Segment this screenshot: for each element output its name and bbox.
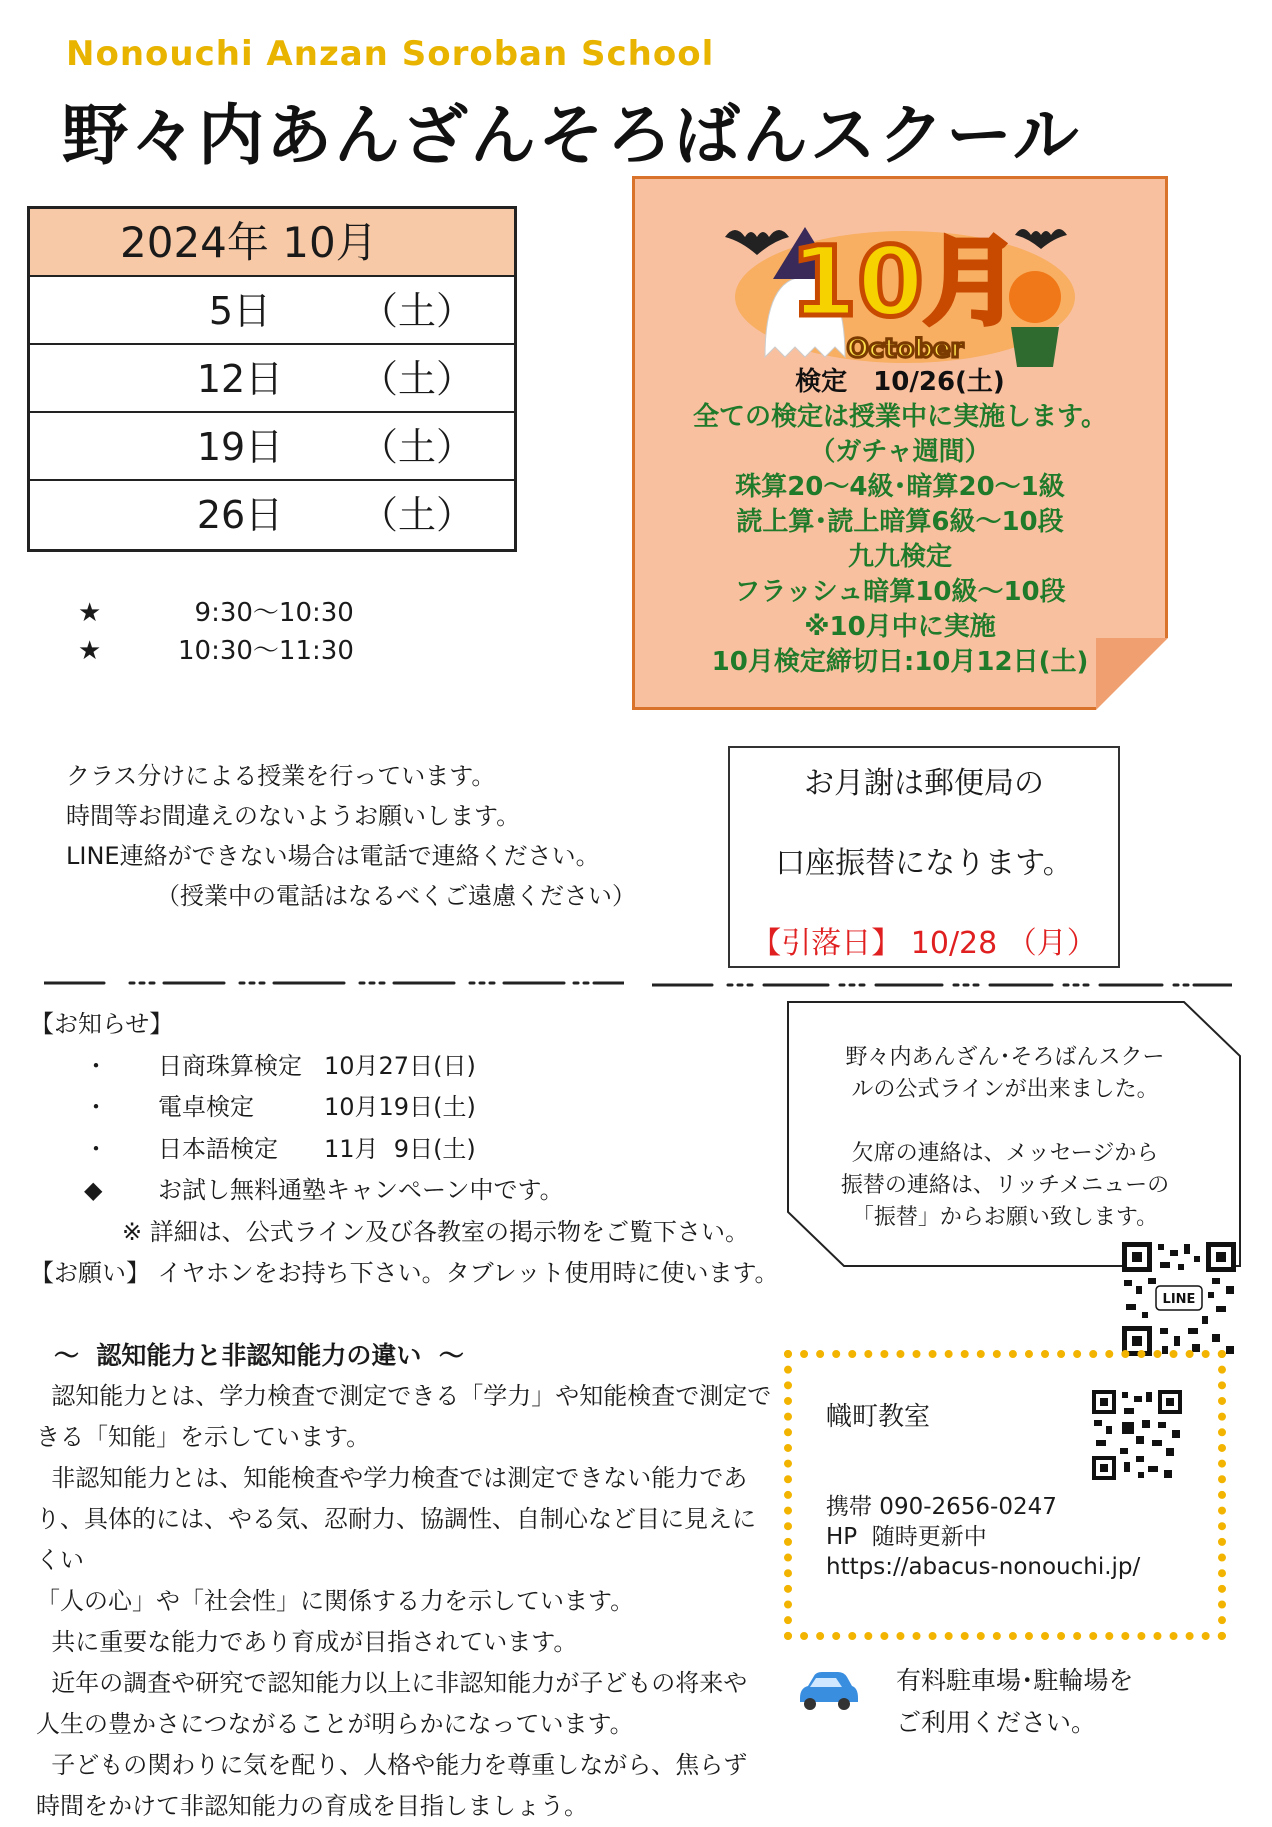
notice-date: 10月27日(日) <box>324 1051 476 1080</box>
time-text: 9:30～10:30 <box>178 598 354 628</box>
schedule-row <box>30 481 514 549</box>
campaign-text: お試し無料通塾キャンペーン中です。 <box>158 1176 564 1204</box>
bullet: ・ <box>84 1093 108 1121</box>
cognitive-line: 子どもの関わりに気を配り、人格や能力を尊重しながら、焦らず <box>36 1751 748 1779</box>
notice-date: 10月19日(土) <box>324 1093 476 1121</box>
qr-line-label: LINE <box>1162 1292 1196 1307</box>
schedule-table <box>27 206 517 552</box>
fee-line: 口座振替になります。 <box>775 846 1073 881</box>
star-icon: ★ <box>78 598 102 628</box>
parking-note <box>896 1660 1134 1744</box>
notice-name: 電卓検定 <box>158 1093 254 1121</box>
parking-line: ご利用ください。 <box>896 1708 1097 1737</box>
campaign-detail: ※ 詳細は、公式ライン及び各教室の掲示物をご覧下さい。 <box>122 1217 750 1246</box>
line-notice-line: 野々内あんざん･そろばんスクー <box>845 1045 1165 1070</box>
schedule-weekday: （土） <box>360 425 475 469</box>
fee-line: お月謝は郵便局の <box>804 766 1044 801</box>
campaign-item <box>30 1170 779 1212</box>
fee-box <box>728 746 1120 968</box>
exam-note-line: 全ての検定は授業中に実施します。 <box>693 402 1107 432</box>
line-notice-line: 振替の連絡は、リッチメニューの <box>840 1173 1170 1198</box>
cognitive-line: きる「知能」を示しています。 <box>36 1423 371 1451</box>
class-info-line: LINE連絡ができない場合は電話で連絡ください。 <box>66 842 600 870</box>
cognitive-line: 近年の調査や研究で認知能力以上に非認知能力が子どもの将来や <box>36 1669 748 1697</box>
request-item <box>30 1253 779 1295</box>
schedule-day: 19日 <box>196 425 284 469</box>
cognitive-line: 時間をかけて非認知能力の育成を目指しましょう。 <box>36 1792 588 1820</box>
notice-name: 日本語検定 <box>158 1134 278 1163</box>
divider-line <box>652 980 1232 990</box>
diamond-icon: ◆ <box>84 1176 103 1204</box>
time-slot <box>78 630 354 667</box>
schedule-day: 26日 <box>196 493 284 537</box>
cognitive-line: 「人の心」や「社会性」に関係する力を示しています。 <box>36 1587 635 1615</box>
cognitive-title: ～ 認知能力と非認知能力の違い ～ <box>54 1341 464 1370</box>
cognitive-line: 認知能力とは、学力検査で測定できる「学力」や知能検査で測定で <box>36 1382 772 1410</box>
line-qr-code[interactable] <box>1122 1242 1236 1356</box>
school-qr-code[interactable] <box>1092 1390 1182 1480</box>
notice-item <box>30 1046 779 1088</box>
japanese-title: 野々内あんざんそろばんスクール <box>62 97 1081 174</box>
line-notice-line: 「振替」からお願い致します。 <box>851 1205 1159 1230</box>
class-info-line: クラス分けによる授業を行っています。 <box>66 762 496 790</box>
schedule-weekday: （土） <box>360 357 475 401</box>
class-info-line: 時間等お間違えのないようお願いします。 <box>66 802 521 830</box>
parking-line: 有料駐車場･駐輪場を <box>896 1666 1134 1695</box>
time-slot <box>78 592 354 629</box>
bullet: ・ <box>84 1051 108 1080</box>
exam-note-line: （ガチャ週間） <box>809 437 991 467</box>
bullet: ・ <box>84 1134 108 1163</box>
exam-note-line: 読上算･読上暗算6級～10段 <box>736 507 1064 537</box>
line-notice-line: ルの公式ラインが出来ました。 <box>851 1077 1159 1102</box>
star-icon: ★ <box>78 636 102 666</box>
october-banner <box>715 197 1095 367</box>
cognitive-line: 共に重要な能力であり育成が目指されています。 <box>36 1628 578 1656</box>
request-text: イヤホンをお持ち下さい。タブレット使用時に使います。 <box>157 1259 779 1287</box>
page-fold-corner <box>1096 638 1168 710</box>
bat-icon <box>725 230 789 255</box>
english-title: Nonouchi Anzan Soroban School <box>66 34 715 74</box>
schedule-weekday: （土） <box>360 493 475 537</box>
exam-date: 検定 10/26(土) <box>795 367 1005 397</box>
class-info-line: （授業中の電話はなるべくご遠慮ください） <box>156 882 636 910</box>
class-info <box>66 756 636 916</box>
cognitive-body <box>36 1376 772 1827</box>
schedule-month: 2024年 10月 <box>30 209 514 277</box>
exam-note-line: フラッシュ暗算10級～10段 <box>734 577 1066 607</box>
notices-heading: 【お知らせ】 <box>30 1010 174 1038</box>
cognitive-line: り、具体的には、やる気、忍耐力、協調性、自制心など目に見えにくい <box>36 1505 756 1574</box>
school-url[interactable]: https://abacus-nonouchi.jp/ <box>826 1554 1141 1580</box>
schedule-row <box>30 413 514 481</box>
notices-section <box>30 1004 779 1295</box>
school-hp: HP 随時更新中 <box>826 1524 987 1550</box>
exam-note-line: 珠算20～4級･暗算20～1級 <box>735 472 1065 502</box>
schedule-row <box>30 277 514 345</box>
schedule-weekday: （土） <box>360 289 475 333</box>
schedule-day: 12日 <box>196 357 284 401</box>
school-phone: 携帯 090-2656-0247 <box>826 1494 1057 1520</box>
car-icon <box>794 1668 860 1712</box>
school-name: 幟町教室 <box>826 1402 931 1432</box>
exam-note-lines <box>635 365 1165 680</box>
cognitive-line: 人生の豊かさにつながることが明らかになっています。 <box>36 1710 634 1738</box>
banner-word: October <box>846 334 964 364</box>
divider-line <box>44 978 624 988</box>
request-label: 【お願い】 <box>30 1259 150 1287</box>
exam-note-line: 10月検定締切日:10月12日(土) <box>711 647 1089 677</box>
schedule-day: 5日 <box>208 289 272 333</box>
exam-note-line: ※10月中に実施 <box>804 612 996 642</box>
notice-date: 11月 9日(土) <box>324 1134 476 1163</box>
exam-note-line: 九九検定 <box>847 542 952 572</box>
time-text: 10:30～11:30 <box>178 636 354 666</box>
schedule-row <box>30 345 514 413</box>
cognitive-line: 非認知能力とは、知能検査や学力検査では測定できない能力であ <box>36 1464 748 1492</box>
banner-number: 10月 <box>790 226 1020 338</box>
line-notice-text <box>830 1042 1180 1234</box>
notice-name: 日商珠算検定 <box>158 1051 302 1080</box>
school-contact <box>826 1492 1140 1582</box>
line-notice-line: 欠席の連絡は、メッセージから <box>851 1141 1159 1166</box>
exam-note <box>632 176 1168 710</box>
withdrawal-date: 【引落日】 10/28 （月） <box>751 926 1097 961</box>
bat-icon <box>1015 229 1067 249</box>
notice-item <box>30 1129 779 1171</box>
notice-item <box>30 1087 779 1129</box>
